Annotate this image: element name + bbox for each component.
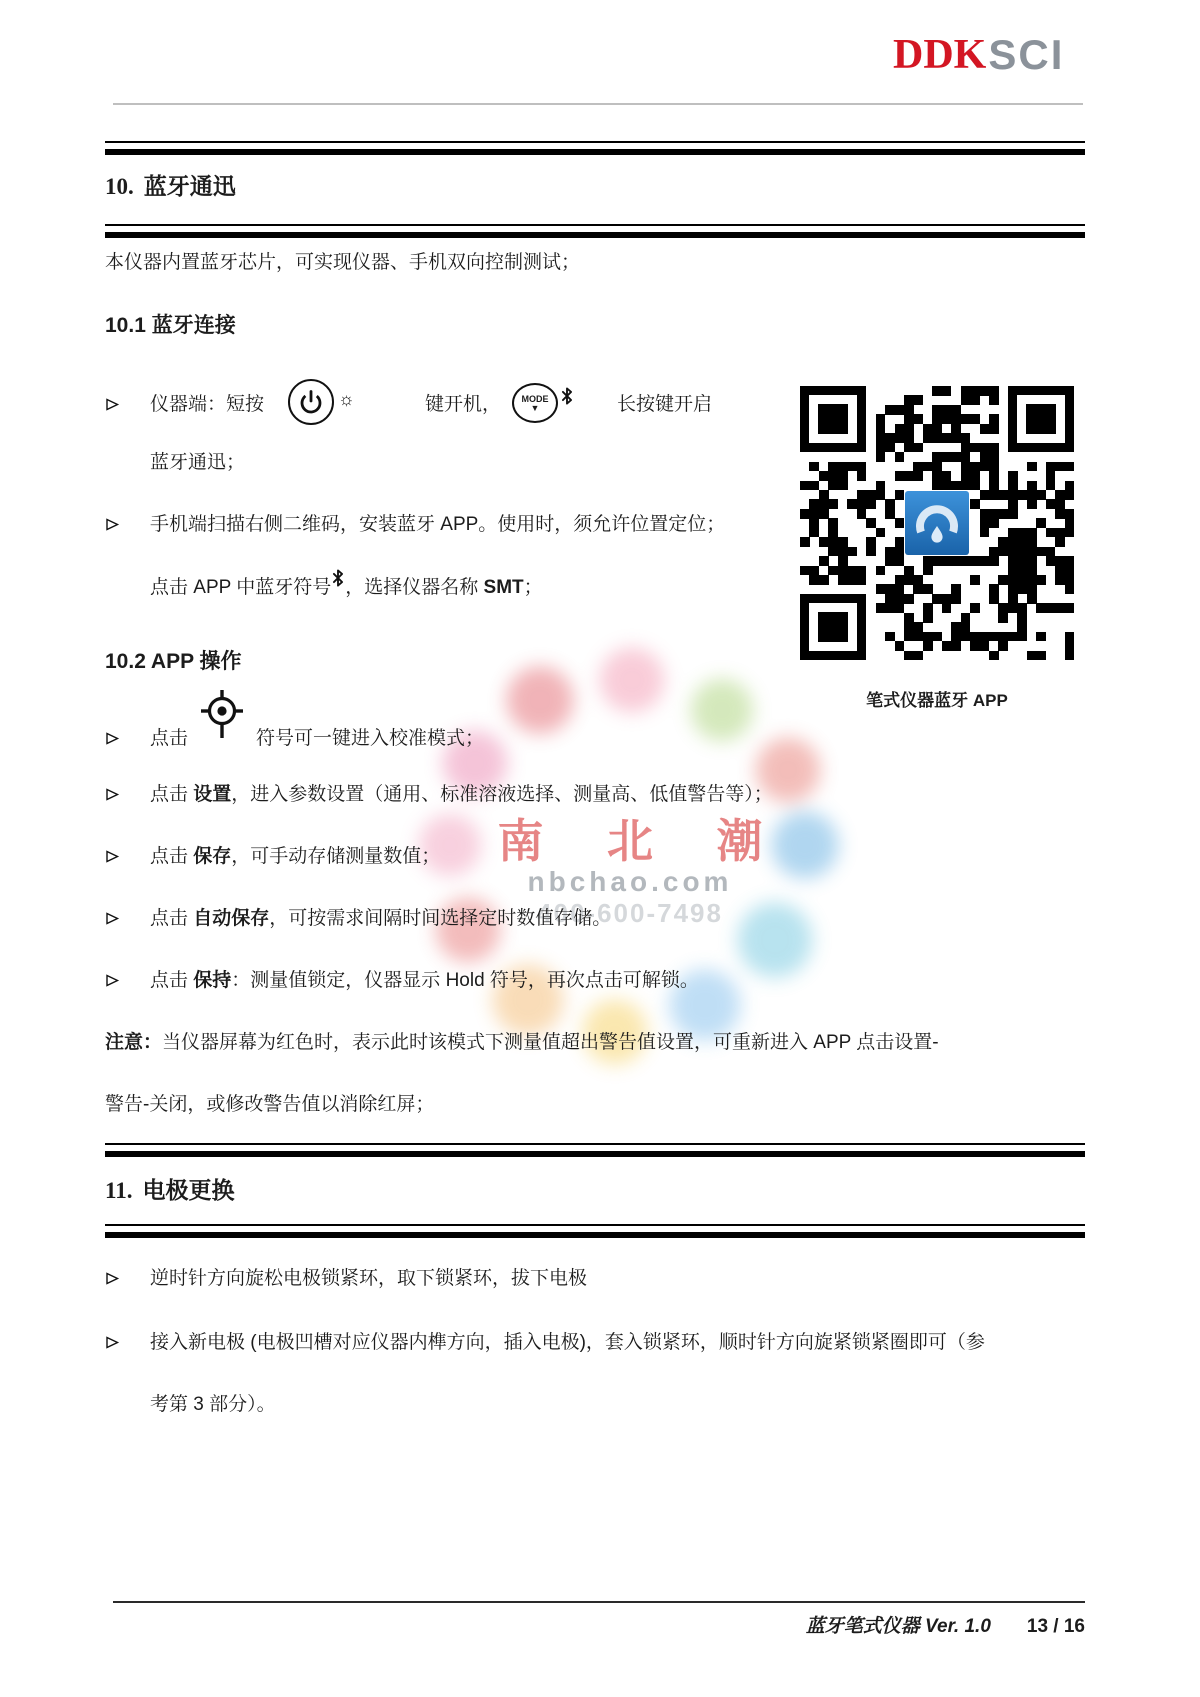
bullet-arrow-icon <box>105 1335 120 1350</box>
bullet3-pre: 点击 <box>150 728 189 749</box>
bullet6-pre: 点击 <box>150 908 194 929</box>
watermark <box>390 640 870 1080</box>
section-10-title <box>105 168 236 201</box>
bullet3-post: 符号可一键进入校准模式； <box>256 728 485 749</box>
section-11-number: 11. <box>105 1178 133 1203</box>
bullet4-pre: 点击 <box>150 784 194 805</box>
bullet4-post: ，进入参数设置（通用、标准溶液选择、测量高、低值警告等）； <box>231 784 773 805</box>
bullet2-line2-pre: 点击 APP 中蓝牙符号 <box>150 577 332 598</box>
mode-button-label: MODE <box>521 393 549 404</box>
bullet-arrow-icon <box>105 911 120 926</box>
watermark-name: 南 北 潮 <box>497 816 789 867</box>
heading-rule-thin <box>105 1224 1085 1226</box>
header-rule <box>113 103 1083 105</box>
bullet2-line2-end: ； <box>523 577 543 598</box>
heading-rule-thin <box>105 224 1085 226</box>
bullet5-pre: 点击 <box>150 846 194 867</box>
section-11-title <box>105 1172 234 1205</box>
bullet6-text <box>150 905 611 932</box>
company-logo <box>893 33 1064 77</box>
logo-ddk: DDK <box>893 32 987 78</box>
bullet-arrow-icon <box>105 787 120 802</box>
qr-app-icon <box>905 491 969 555</box>
watermark-domain: nbchao.com <box>527 866 733 897</box>
device-name: SMT <box>483 577 524 598</box>
backlight-icon: ☼ <box>338 389 355 409</box>
note-label: 注意： <box>105 1032 163 1053</box>
bullet7-post: ：测量值锁定，仪器显示 Hold 符号，再次点击可解锁。 <box>231 970 699 991</box>
mode-button-icon <box>512 383 558 423</box>
bullet7-bold: 保持 <box>193 970 232 991</box>
bluetooth-icon <box>560 386 574 411</box>
section11-bullet2-line2: 考第 3 部分）。 <box>150 1394 276 1415</box>
footer-doc-title: 蓝牙笔式仪器 Ver. 1.0 <box>805 1616 991 1637</box>
subheading-10-2: 10.2 APP 操作 <box>105 650 242 673</box>
footer-page-number: 13 / 16 <box>1026 1616 1085 1637</box>
heading-rule-thick <box>105 149 1085 155</box>
bullet-arrow-icon <box>105 849 120 864</box>
footer-rule <box>113 1601 1085 1603</box>
heading-rule-thick <box>105 232 1085 238</box>
heading-rule-thick <box>105 1232 1085 1238</box>
bullet7-pre: 点击 <box>150 970 194 991</box>
section11-bullet1: 逆时针方向旋松电极锁紧环，取下锁紧环，拔下电极 <box>150 1268 588 1289</box>
watermark-phone: 400-600-7498 <box>537 898 723 928</box>
bullet2-line1: 手机端扫描右侧二维码，安装蓝牙 APP。使用时，须允许位置定位； <box>150 514 726 535</box>
subheading-10-1: 10.1 蓝牙连接 <box>105 314 236 337</box>
note-line2: 警告-关闭，或修改警告值以消除红屏； <box>105 1094 435 1115</box>
qr-finder-bottom-left <box>800 594 866 660</box>
note-line1 <box>105 1029 939 1056</box>
bullet4-text <box>150 781 773 808</box>
bullet1-mid: 键开机， <box>425 394 502 415</box>
page-footer <box>420 1611 1085 1638</box>
heading-rule-thick <box>105 1151 1085 1157</box>
bullet7-text <box>150 967 699 994</box>
bullet5-text <box>150 843 440 870</box>
calibration-target-icon <box>196 686 248 747</box>
bullet-arrow-icon <box>105 973 120 988</box>
section11-bullet2-line1: 接入新电极 (电极凹槽对应仪器内榫方向，插入电极)，套入锁紧环，顺时针方向旋紧锁紧圈即可（参 <box>150 1332 985 1353</box>
bullet-arrow-icon <box>105 397 120 412</box>
section-11-title-text: 电极更换 <box>142 1177 235 1203</box>
heading-rule-thin <box>105 141 1085 143</box>
heading-rule-thin <box>105 1143 1085 1145</box>
bullet2-line2 <box>150 573 543 601</box>
bullet-arrow-icon <box>105 731 120 746</box>
bluetooth-icon <box>331 568 345 596</box>
intro-paragraph: 本仪器内置蓝牙芯片，可实现仪器、手机双向控制测试； <box>105 252 581 273</box>
bullet2-line2-mid: ，选择仪器名称 <box>345 577 484 598</box>
qr-caption: 笔式仪器蓝牙 APP <box>866 691 1008 710</box>
bullet1-pre: 仪器端：短按 <box>150 394 265 415</box>
qr-code <box>800 386 1074 660</box>
section-10-title-text: 蓝牙通迅 <box>143 173 236 199</box>
power-button-icon <box>288 379 334 425</box>
bullet-arrow-icon <box>105 517 120 532</box>
note-line1-text: 当仪器屏幕为红色时，表示此时该模式下测量值超出警告值设置，可重新进入 APP 点击设置- <box>162 1032 939 1053</box>
qr-finder-top-left <box>800 386 866 452</box>
bullet5-post: ，可手动存储测量数值； <box>231 846 441 867</box>
bullet5-bold: 保存 <box>193 846 232 867</box>
logo-sci: SCI <box>988 31 1065 78</box>
bullet6-bold: 自动保存 <box>193 908 270 929</box>
mode-down-arrow-icon: ▼ <box>530 402 540 413</box>
bullet4-bold: 设置 <box>193 784 232 805</box>
bullet1-post: 长按键开启 <box>617 394 713 415</box>
qr-finder-top-right <box>1008 386 1074 452</box>
bullet-arrow-icon <box>105 1271 120 1286</box>
bullet1-line2: 蓝牙通迅； <box>150 452 246 473</box>
section-10-number: 10. <box>105 174 134 199</box>
bullet6-post: ，可按需求间隔时间选择定时数值存储。 <box>269 908 612 929</box>
